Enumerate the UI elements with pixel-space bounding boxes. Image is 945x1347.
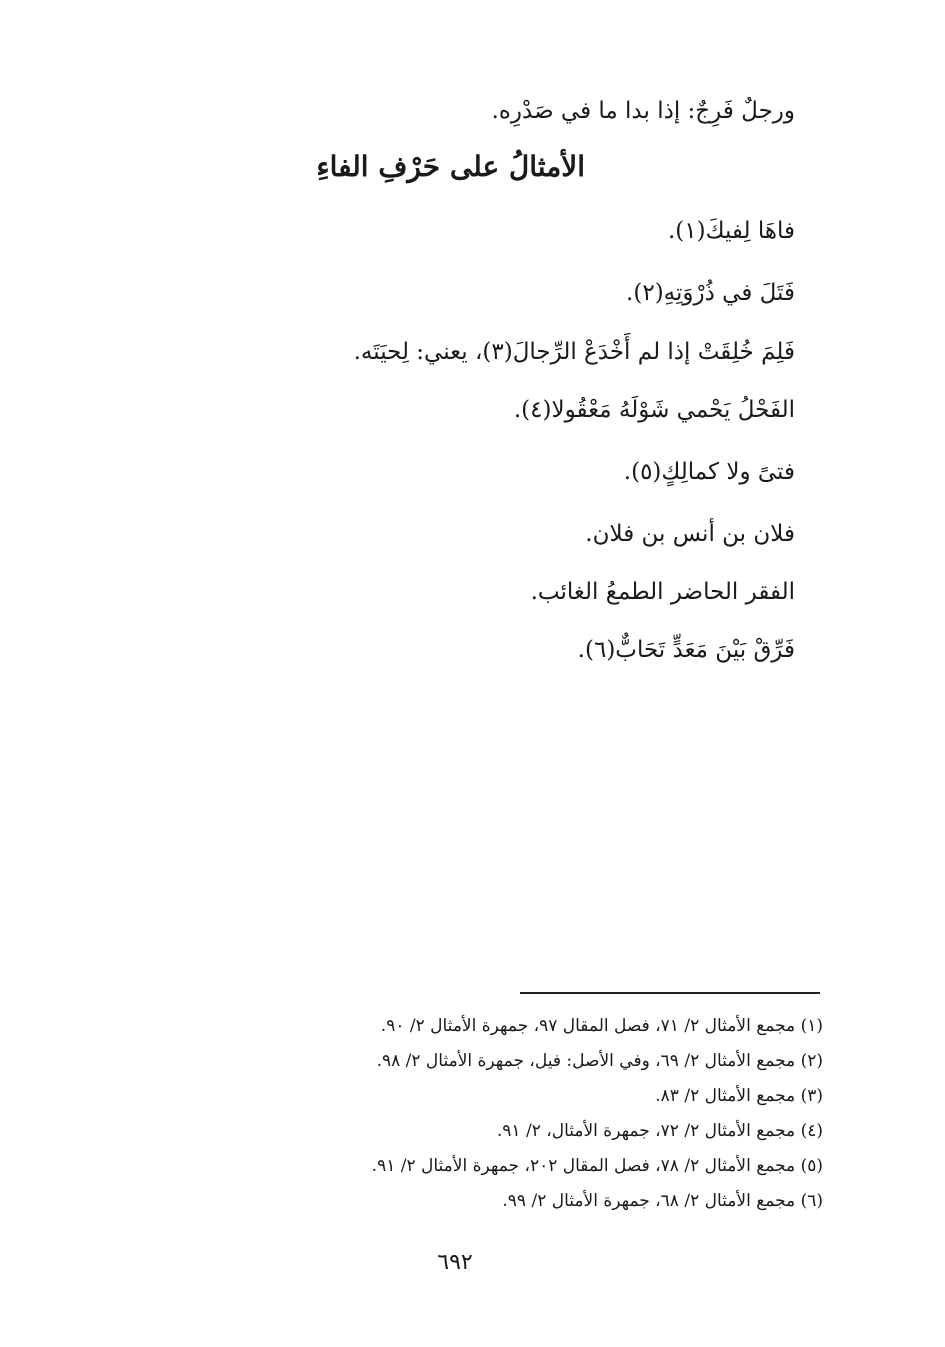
footnote-separator: [520, 992, 820, 994]
footnote-1: (١) مجمع الأمثال ٢/ ٧١، فصل المقال ٩٧، جمهرة الأمثال ٢/ ٩٠.: [380, 1016, 823, 1036]
proverb-5: فتىً ولا كمالِكٍ(٥).: [623, 459, 795, 485]
section-heading: الأمثالُ على حَرْفِ الفاءِ: [316, 150, 585, 183]
footnote-6: (٦) مجمع الأمثال ٢/ ٦٨، جمهرة الأمثال ٢/ ٩٩.: [502, 1191, 823, 1211]
proverb-6: فلان بن أنس بن فلان.: [585, 521, 795, 547]
intro-line: ورجلٌ فَرِجٌ: إذا بدا ما في صَدْرِه.: [491, 98, 795, 124]
proverb-7: الفقر الحاضر الطمعُ الغائب.: [530, 579, 795, 605]
proverb-1: فاهَا لِفيكَ(١).: [667, 218, 795, 244]
footnote-5: (٥) مجمع الأمثال ٢/ ٧٨، فصل المقال ٢٠٢، جمهرة الأمثال ٢/ ٩١.: [371, 1156, 823, 1176]
footnote-3: (٣) مجمع الأمثال ٢/ ٨٣.: [655, 1086, 823, 1106]
proverb-4: الفَحْلُ يَحْمي شَوْلَهُ مَعْقُولا(٤).: [513, 397, 795, 423]
proverb-3: فَلِمَ خُلِقَتْ إذا لم أَخْدَعْ الرِّجالَ(٣)، يعني: لِحيَتَه.: [353, 339, 795, 365]
proverb-2: فَتَلَ في ذُرْوَتِهِ(٢).: [626, 280, 795, 306]
proverb-8: فَرِّقْ بَيْنَ مَعَدٍّ تَحَابٌّ(٦).: [577, 637, 795, 663]
page-number: ٦٩٢: [437, 1250, 473, 1275]
footnote-4: (٤) مجمع الأمثال ٢/ ٧٢، جمهرة الأمثال، ٢/ ٩١.: [496, 1121, 823, 1141]
footnote-2: (٢) مجمع الأمثال ٢/ ٦٩، وفي الأصل: فيل، جمهرة الأمثال ٢/ ٩٨.: [376, 1051, 823, 1071]
